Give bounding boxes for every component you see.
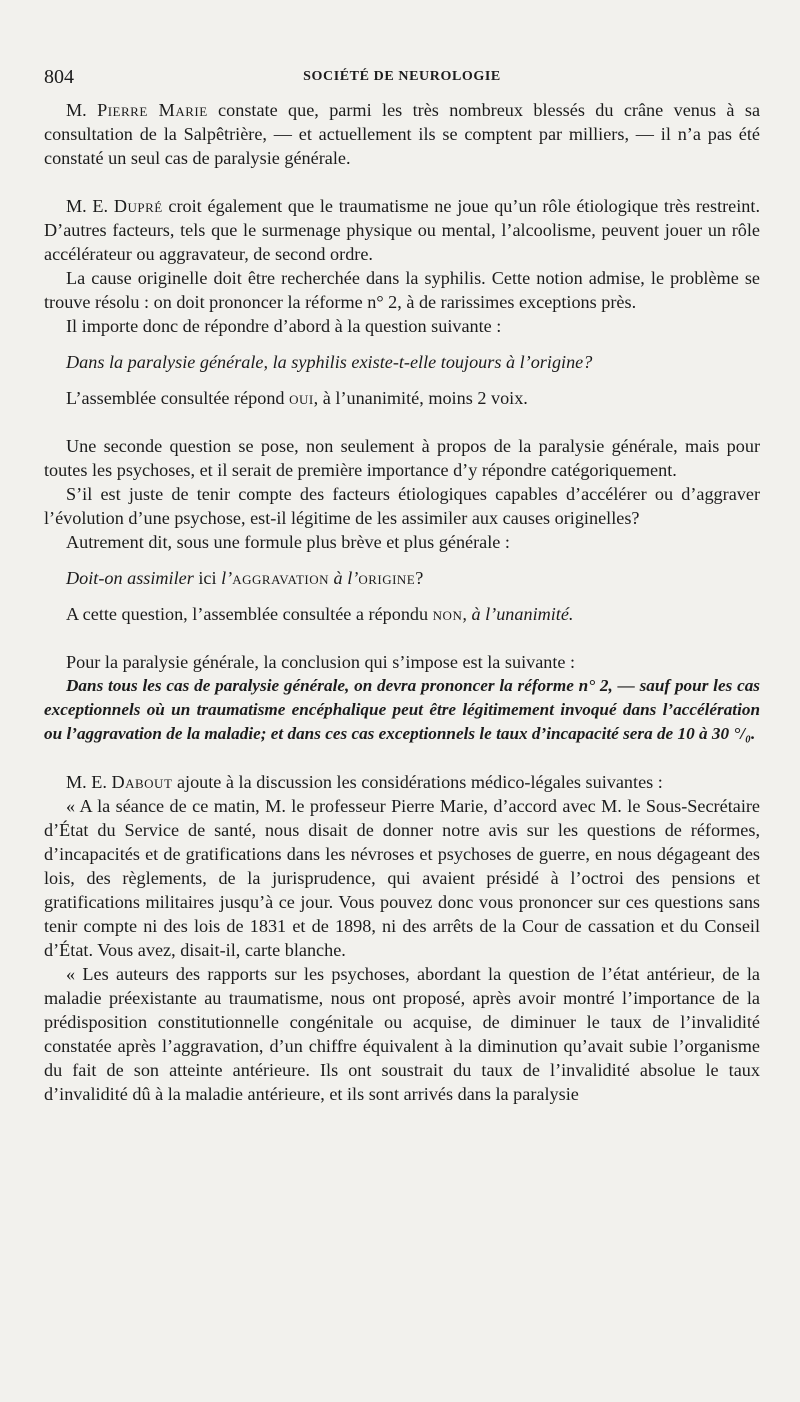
paragraph-quote-rapports: « Les auteurs des rapports sur les psychoses, abordant la question de l’état antérieur, de la maladie préexistante au traumatisme, nous ont proposé, après avoir montré l’importance de la prédisposition constitutionnelle congénitale ou acquise, de diminuer le taux de l’invalidité constatée après l’aggravation, d’un chiffre équivalent à la diminution qu’avait subie l’organisme du fait de son atteinte antérieure. Ils ont soustrait du taux de l’invalidité absolue le taux d’invalidité dû à la maladie antérieure, et ils sont arrivés dans la paralysie	[44, 964, 760, 1104]
paragraph-etiological-factors: S’il est juste de tenir compte des facteurs étiologiques capables d’accélérer ou d’aggraver l’évolution d’une psychose, est-il légitime de les assimiler aux causes originelles?	[44, 484, 760, 528]
paragraph-formula: Autrement dit, sous une formule plus brève et plus générale :	[66, 532, 510, 552]
paragraph-dabout: M. E. Dabout ajoute à la discussion les considérations médico-légales suivantes :	[66, 772, 663, 792]
paragraph-syphilis-cause: La cause originelle doit être recherchée dans la syphilis. Cette notion admise, le problème se trouve résolu : on doit prononcer la réforme n° 2, à de rarissimes exceptions près.	[44, 268, 760, 312]
running-title: SOCIÉTÉ DE NEUROLOGIE	[303, 69, 501, 84]
paragraph-dupre: M. E. Dupré croit également que le traumatisme ne joue qu’un rôle étiologique très restreint. D’autres facteurs, tels que le surmenage physique ou mental, l’alcoolisme, peuvent jouer un rôle accélérateur ou aggravateur, de second ordre.	[44, 196, 760, 264]
paragraph-question-intro: Il importe donc de répondre d’abord à la question suivante :	[66, 316, 502, 336]
speaker-name: Dabout	[111, 772, 173, 792]
vote-non: non	[432, 604, 463, 624]
question-syphilis: Dans la paralysie générale, la syphilis existe-t-elle toujours à l’origine?	[66, 352, 593, 372]
speaker-name: Dupré	[113, 196, 163, 216]
speaker-name: Pierre Marie	[97, 100, 208, 120]
answer-syphilis: L’assemblée consultée répond oui, à l’unanimité, moins 2 voix.	[66, 388, 528, 408]
page-body	[44, 98, 760, 1106]
page-number: 804	[44, 66, 74, 88]
page-header	[44, 66, 760, 88]
vote-oui: oui	[289, 388, 314, 408]
paragraph-pierre-marie: M. Pierre Marie constate que, parmi les très nombreux blessés du crâne venus à sa consultation de la Salpêtrière, — et actuellement ils se comptent par milliers, — il n’a pas été constaté un seul cas de paralysie générale.	[44, 100, 761, 168]
paragraph-second-question: Une seconde question se pose, non seulement à propos de la paralysie générale, mais pour toutes les psychoses, et il serait de première importance d’y répondre catégoriquement.	[44, 436, 760, 480]
answer-aggravation: A cette question, l’assemblée consultée a répondu non, à l’unanimité.	[66, 604, 574, 624]
conclusion-statement: Dans tous les cas de paralysie générale, on devra prononcer la réforme n° 2, — sauf pour les cas exceptionnels où un traumatisme encéphalique peut être légitimement invoqué dans l’accélération ou l’aggravation de la maladie; et dans ces cas exceptionnels le taux d’incapacité sera de 10 à 30 °/₀.	[44, 676, 760, 743]
paragraph-conclusion-intro: Pour la paralysie générale, la conclusion qui s’impose est la suivante :	[66, 652, 576, 672]
question-aggravation: Doit-on assimiler ici l’aggravation à l’origine?	[66, 568, 424, 588]
paragraph-quote-seance: « A la séance de ce matin, M. le professeur Pierre Marie, d’accord avec M. le Sous-Secrétaire d’État du Service de santé, nous disait de donner notre avis sur les questions de réformes, d’incapacités et de gratifications dans les névroses et psychoses de guerre, en nous dégageant des lois, des règlements, de la jurisprudence, qui avaient présidé à l’octroi des pensions et gratifications militaires jusqu’à ce jour. Vous pouvez donc vous prononcer sur ces questions sans tenir compte ni des lois de 1831 et de 1898, ni des arrêts de la Cour de cassation et du Conseil d’État. Vous avez, disait-il, carte blanche.	[44, 796, 760, 960]
